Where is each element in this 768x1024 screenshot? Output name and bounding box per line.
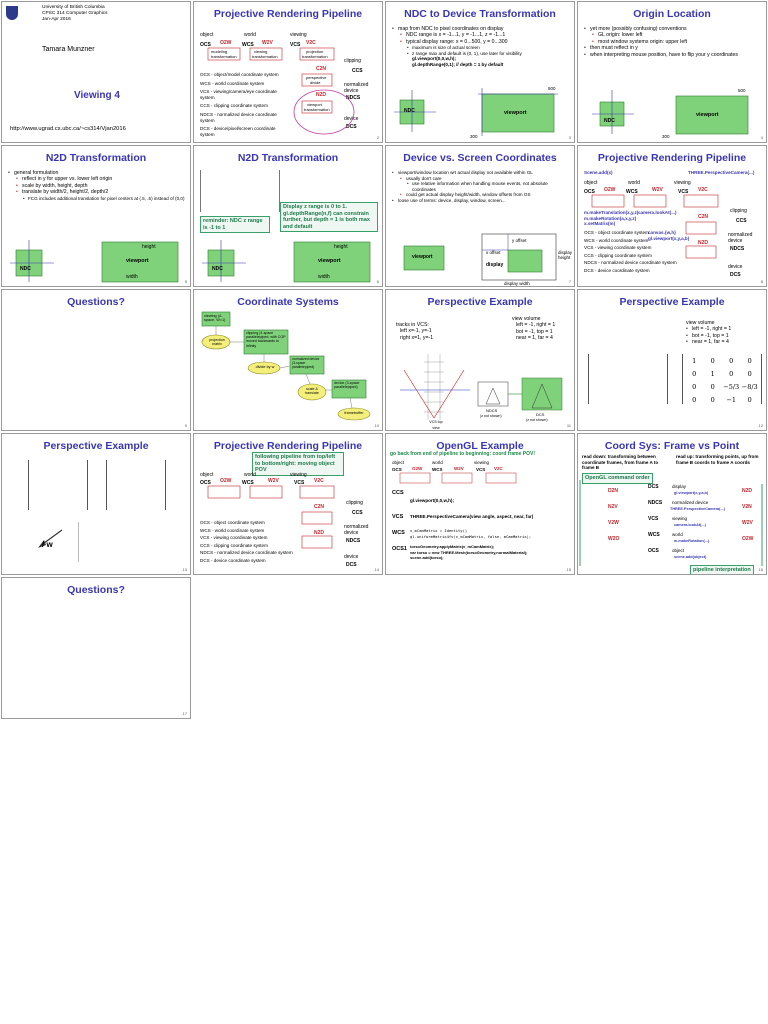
svg-text:viewing: viewing bbox=[290, 32, 307, 38]
page-number: 11 bbox=[566, 423, 571, 428]
slide-title: Perspective Example bbox=[619, 296, 725, 308]
pipeline-note: following pipeline from top/left to bottom/right: moving object POV bbox=[252, 452, 344, 476]
numeric-matrix bbox=[682, 354, 762, 404]
page-number: 13 bbox=[182, 567, 187, 572]
general-matrix bbox=[588, 354, 668, 404]
svg-text:object: object bbox=[200, 472, 214, 478]
row-sys: VCS bbox=[648, 516, 659, 522]
perspective-tracks-diagram bbox=[386, 290, 575, 431]
m00: 1 bbox=[692, 357, 697, 365]
svg-text:O2W: O2W bbox=[220, 40, 232, 46]
svg-text:NDCS: NDCS bbox=[346, 95, 361, 101]
deck-title: Viewing 4 bbox=[74, 90, 120, 101]
university-name: University of British Columbia bbox=[42, 5, 105, 10]
slide-12 bbox=[577, 289, 767, 431]
svg-text:CCS: CCS bbox=[352, 510, 363, 516]
legend-item: OCS - object coordinate system bbox=[584, 230, 649, 235]
legend-item: WCS - world coordinate system bbox=[200, 80, 265, 86]
svg-text:device: device bbox=[344, 88, 359, 94]
row-right: W2V bbox=[742, 520, 753, 526]
page-number: 9 bbox=[184, 423, 187, 428]
svg-text:clipping: clipping bbox=[344, 58, 361, 64]
row-code: camera.lookAt(...) bbox=[674, 523, 706, 527]
sub-bullet: • typical display range: x = 0...500, y = 0...300 bbox=[392, 39, 570, 45]
page-number: 7 bbox=[568, 279, 571, 284]
legend-item: CCS - clipping coordinate system bbox=[200, 542, 268, 548]
box-viewing: viewing (4-space, W=1) bbox=[204, 314, 226, 323]
sub-bullet: • scale by width, height, depth bbox=[8, 183, 186, 189]
x-offset-label: x offset bbox=[486, 250, 501, 255]
slide-5 bbox=[1, 145, 191, 287]
svg-text:W2V: W2V bbox=[268, 478, 279, 484]
ndc-label: NDC bbox=[20, 266, 31, 272]
slide-1 bbox=[1, 1, 191, 143]
svg-text:object: object bbox=[584, 180, 598, 186]
svg-text:C2N: C2N bbox=[698, 214, 709, 220]
svg-text:CCS: CCS bbox=[352, 68, 363, 74]
slide-8 bbox=[577, 145, 767, 287]
slide-title: N2D Transformation bbox=[237, 152, 339, 164]
m22: −5/3 bbox=[723, 383, 740, 391]
sub-bullet: • usually don't care bbox=[392, 176, 570, 182]
svg-text:WCS: WCS bbox=[242, 480, 254, 486]
box-normalized: normalized device (3-space parallelepiped) bbox=[292, 357, 320, 369]
ccs-label: CCS bbox=[392, 490, 404, 496]
slide-6 bbox=[193, 145, 383, 287]
ndc-label: NDC bbox=[604, 118, 615, 124]
svg-text:V2C: V2C bbox=[698, 187, 708, 193]
svg-text:O2W: O2W bbox=[220, 478, 232, 484]
slide-4 bbox=[577, 1, 767, 143]
svg-text:VCS: VCS bbox=[290, 42, 301, 48]
ocs1-label: OCS1 bbox=[392, 546, 407, 552]
wcs-label: WCS bbox=[392, 530, 405, 536]
viewport-label: viewport bbox=[126, 258, 149, 264]
slide-10 bbox=[193, 289, 383, 431]
oval-projection: projection matrix bbox=[209, 338, 225, 346]
m12: 0 bbox=[729, 370, 734, 378]
row-sys: DCS bbox=[648, 484, 659, 490]
svg-text:normalized: normalized bbox=[344, 524, 369, 530]
row-left: W2O bbox=[608, 536, 620, 542]
bullet: • loose use of terms: device, display, window, screen... bbox=[392, 198, 570, 204]
svg-text:DCS: DCS bbox=[346, 124, 357, 130]
row-code: THREE.PerspectiveCamera(...) bbox=[670, 507, 725, 511]
svg-text:CCS: CCS bbox=[736, 218, 747, 224]
axis-500: 500 bbox=[548, 86, 556, 91]
page-number: 17 bbox=[182, 711, 187, 716]
slide-title: Projective Rendering Pipeline bbox=[597, 152, 747, 164]
bullet: • viewport/window location wrt actual display not available within GL bbox=[392, 170, 570, 176]
svg-text:VCS: VCS bbox=[476, 467, 486, 472]
oval-scale: scale & translate bbox=[305, 387, 319, 395]
page-number: 15 bbox=[566, 567, 571, 572]
svg-text:DCS: DCS bbox=[730, 272, 741, 278]
row-sys: NDCS bbox=[648, 500, 663, 506]
viewport-label: viewport bbox=[318, 258, 341, 264]
svg-text:perspective: perspective bbox=[306, 75, 327, 80]
svg-text:N2D: N2D bbox=[698, 240, 709, 246]
svg-text:object: object bbox=[392, 460, 405, 465]
svg-text:device: device bbox=[728, 264, 743, 270]
page-number: 5 bbox=[184, 279, 187, 284]
code-line: var torso = new THREE.Mesh(torsoGeometry,normalMaterial); bbox=[410, 549, 528, 555]
code-line: v_mCamMatrix = Identity() bbox=[410, 528, 468, 533]
row-left: N2V bbox=[608, 504, 618, 510]
svg-text:OCS: OCS bbox=[584, 189, 595, 195]
svg-text:world: world bbox=[432, 460, 443, 465]
svg-text:device: device bbox=[344, 116, 359, 122]
m20: 0 bbox=[692, 383, 697, 391]
coord-row bbox=[578, 500, 767, 516]
m11: 1 bbox=[710, 370, 715, 378]
code-line: m.makeRotation(a,x,y,z) bbox=[584, 215, 637, 221]
svg-text:projection: projection bbox=[306, 49, 324, 54]
slide-11 bbox=[385, 289, 575, 431]
svg-text:O2W: O2W bbox=[604, 187, 616, 193]
tracks-right: right x=1, y=-1 bbox=[400, 334, 434, 341]
sub-bullet: • could get actual display height/width, window offsets from OS bbox=[392, 192, 570, 198]
slide-title: NDC to Device Transformation bbox=[404, 8, 556, 20]
svg-text:VCS: VCS bbox=[678, 189, 689, 195]
legend-item: DCS - device coordinate system bbox=[200, 557, 266, 563]
m33: 0 bbox=[747, 396, 752, 404]
svg-text:V2C: V2C bbox=[306, 40, 316, 46]
svg-text:V2C: V2C bbox=[314, 478, 324, 484]
m31: 0 bbox=[710, 396, 715, 404]
slide-title: OpenGL Example bbox=[436, 440, 524, 452]
opengl-order-label: OpenGL command order bbox=[582, 473, 653, 484]
svg-text:viewing: viewing bbox=[674, 180, 691, 186]
row-sys: OCS bbox=[648, 548, 659, 554]
svg-text:WCS: WCS bbox=[242, 42, 254, 48]
slide-13 bbox=[1, 433, 191, 575]
svg-text:viewing: viewing bbox=[290, 472, 307, 478]
page-number: 14 bbox=[374, 567, 379, 572]
svg-text:N2D: N2D bbox=[316, 92, 327, 98]
m02: 0 bbox=[729, 357, 734, 365]
sub-bullet: • NDC range is x = -1...1, y = -1...1, z = -1...1 bbox=[392, 32, 570, 38]
slide-7 bbox=[385, 145, 575, 287]
display-width-label: display width bbox=[504, 281, 530, 286]
svg-text:viewing: viewing bbox=[474, 460, 490, 465]
bullet: • then must reflect in y bbox=[584, 45, 762, 51]
slide-14 bbox=[193, 433, 383, 575]
z-not-shown-1: (z not shown) bbox=[480, 414, 502, 418]
sub-bullet: • most window systems origin: upper left bbox=[584, 39, 762, 45]
read-down-text: read down: transforming between coordinate frames, from frame A to frame B bbox=[582, 454, 659, 471]
row-right: N2D bbox=[742, 488, 753, 494]
ubc-logo bbox=[6, 6, 18, 20]
sub-bullet: • reflect in y for upper vs. lower left origin bbox=[8, 176, 186, 182]
slide-15 bbox=[385, 433, 575, 575]
svg-text:WCS: WCS bbox=[626, 189, 638, 195]
slide-title: Questions? bbox=[67, 296, 125, 308]
y-offset-label: y offset bbox=[512, 238, 527, 243]
legend-item: NDCS - normalized device coordinate system bbox=[200, 550, 293, 556]
vcs-top-view: VCS top view bbox=[429, 420, 443, 430]
svg-text:V2C: V2C bbox=[494, 466, 503, 471]
box-clipping: clipping (4-space parallelepiped, with COP moved backwards to infinity bbox=[246, 331, 286, 348]
svg-text:WCS: WCS bbox=[432, 467, 443, 472]
legend-item: WCS - world coordinate system bbox=[584, 237, 649, 243]
svg-text:NDCS: NDCS bbox=[730, 246, 745, 252]
svg-text:normalized: normalized bbox=[344, 82, 369, 88]
sub-bullet: • FCG includes additional translation for pixel centers at (.5, .5) instead of (0,0) bbox=[8, 196, 186, 202]
coord-row bbox=[578, 532, 767, 548]
term: Jan-Apr 2016 bbox=[42, 16, 71, 22]
bullet: • when interpreting mouse position, have to flip your y coordinates bbox=[584, 52, 762, 58]
code-line: scene.add(torso); bbox=[410, 555, 444, 561]
sub-bullet: • GL origin: lower left bbox=[584, 32, 762, 38]
slide-9 bbox=[1, 289, 191, 431]
sub-bullet: • z range max and default is (0, 1), use later for visibility bbox=[392, 51, 570, 57]
box-device: device (3-space parallelepiped) bbox=[334, 381, 360, 390]
tracks-label: tracks in VCS: bbox=[396, 322, 429, 328]
code-line: gl.viewport(0,0,w,h); bbox=[412, 56, 456, 62]
display-label: display bbox=[486, 262, 504, 268]
svg-text:W2V: W2V bbox=[262, 40, 273, 46]
slide-title: Questions? bbox=[67, 584, 125, 596]
row-right: V2N bbox=[742, 504, 752, 510]
sub-bullet: • maximum is size of actual screen bbox=[392, 45, 570, 51]
page-number: 8 bbox=[760, 279, 763, 284]
sub-bullet: • use relative information when handling mouse events, not absolute coordinates bbox=[392, 181, 570, 192]
svg-text:viewport: viewport bbox=[307, 102, 322, 107]
view-volume-title: view volume bbox=[512, 316, 541, 322]
viewport-label: viewport bbox=[504, 110, 527, 116]
slide-title: N2D Transformation bbox=[45, 152, 147, 164]
page-number: 2 bbox=[376, 135, 379, 140]
code-lookat: camera.lookAt(...) bbox=[638, 210, 677, 215]
display-height-label: display height bbox=[558, 250, 573, 260]
row-sys: WCS bbox=[648, 532, 660, 538]
m01: 0 bbox=[710, 357, 715, 365]
svg-text:N2D: N2D bbox=[314, 530, 325, 536]
legend-item: WCS - world coordinate system bbox=[200, 527, 265, 533]
ndc-label: NDC bbox=[404, 108, 415, 114]
row-left: V2W bbox=[608, 520, 619, 526]
coord-row bbox=[578, 548, 767, 564]
page-number: 3 bbox=[568, 135, 571, 140]
code-camera: THREE.PerspectiveCamera(view angle, aspect, near, far) bbox=[410, 514, 534, 519]
course-name: CPSC 314 Computer Graphics bbox=[42, 10, 108, 16]
legend-item: OCS - object/model coordinate system bbox=[200, 72, 279, 77]
m30: 0 bbox=[692, 396, 697, 404]
svg-text:DCS: DCS bbox=[346, 562, 357, 568]
m32: −1 bbox=[726, 396, 737, 404]
viewport-label: viewport bbox=[696, 112, 719, 118]
svg-text:C2N: C2N bbox=[314, 504, 325, 510]
svg-text:OCS: OCS bbox=[392, 467, 402, 472]
axis-300: 300 bbox=[662, 134, 670, 139]
reminder-note: reminder: NDC z range is -1 to 1 bbox=[200, 216, 270, 233]
oval-divide: divide by w bbox=[255, 365, 275, 369]
svg-text:transformation: transformation bbox=[304, 107, 330, 112]
svg-text:O2W: O2W bbox=[412, 466, 423, 471]
m23: −8/3 bbox=[741, 383, 758, 391]
slide-16 bbox=[577, 433, 767, 575]
code-line: torsoGeometry.applyMatrix(v_mCamMatrix); bbox=[410, 544, 495, 549]
divide-by-w-label: / w bbox=[42, 540, 53, 549]
svg-text:normalized: normalized bbox=[728, 232, 753, 238]
slide-title: Projective Rendering Pipeline bbox=[213, 8, 363, 20]
row-right: O2W bbox=[742, 536, 754, 542]
svg-text:transformation: transformation bbox=[302, 54, 328, 59]
svg-text:divide: divide bbox=[310, 80, 321, 85]
view-volume-nf: near = 1, far = 4 bbox=[516, 335, 553, 342]
row-name: world bbox=[672, 532, 683, 537]
code-line: m.makeTranslation(x,y,z) bbox=[584, 210, 639, 215]
m21: 0 bbox=[710, 383, 715, 391]
code-viewport: gl.viewport(0,0,w,h); bbox=[410, 498, 454, 503]
page-number: 6 bbox=[376, 279, 379, 284]
slide-title: Coord Sys: Frame vs Point bbox=[604, 440, 740, 452]
viewport-label: viewport bbox=[412, 254, 433, 260]
svg-text:NDCS: NDCS bbox=[346, 538, 361, 544]
width-label: width bbox=[126, 274, 138, 280]
row-name: viewing bbox=[672, 516, 688, 521]
tracks-left: left x=-1, y=-1 bbox=[400, 328, 432, 335]
view-volume-title: view volume bbox=[686, 320, 715, 326]
pipeline-interp-label: pipeline interpretation bbox=[690, 565, 754, 575]
slide-title: Device vs. Screen Coordinates bbox=[403, 152, 557, 164]
row-left: D2N bbox=[608, 488, 619, 494]
legend-item: NDCS - normalized device coordinate system bbox=[584, 260, 677, 266]
code-line: gl.depthRange(0,1); // depth = 1 by default bbox=[412, 62, 504, 67]
axis-500: 500 bbox=[738, 88, 746, 93]
ndc-viewport-diagram bbox=[386, 2, 575, 143]
course-url[interactable]: http://www.ugrad.cs.ubc.ca/~cs314/Vjan2016 bbox=[10, 126, 126, 132]
svg-text:world: world bbox=[244, 472, 256, 478]
slide-title: Coordinate Systems bbox=[237, 296, 339, 308]
slide-title: Origin Location bbox=[633, 8, 711, 20]
legend-item: CCS - clipping coordinate system bbox=[584, 252, 652, 258]
legend-item: DCS - device coordinate system bbox=[584, 267, 650, 273]
width-label: width bbox=[318, 274, 330, 280]
legend-item: VCS - viewing/camera/eye coordinate system bbox=[200, 89, 277, 100]
legend-item: DCS - device/pixel/screen coordinate system bbox=[200, 126, 276, 137]
row-name: normalized device bbox=[672, 500, 709, 505]
legend-item: NDCS - normalized device coordinate system bbox=[200, 111, 277, 123]
svg-text:C2N: C2N bbox=[316, 66, 327, 72]
row-code: gl.viewport(x,y,a,b) bbox=[674, 491, 709, 495]
code-camera: THREE.PerspectiveCamera(...) bbox=[688, 170, 755, 175]
coord-systems-diagram bbox=[194, 290, 383, 431]
ndcs-label: NDCS bbox=[486, 408, 498, 413]
slide-2 bbox=[193, 1, 383, 143]
view-volume-nf: • near = 1, far = 4 bbox=[686, 339, 731, 345]
svg-text:transformation: transformation bbox=[252, 54, 278, 59]
height-label: height bbox=[334, 244, 348, 250]
svg-text:device: device bbox=[344, 530, 359, 536]
svg-text:object: object bbox=[200, 32, 214, 38]
coord-row bbox=[578, 484, 767, 500]
svg-text:W2V: W2V bbox=[454, 466, 464, 471]
ndc-label: NDC bbox=[212, 266, 223, 272]
page-number: 12 bbox=[758, 423, 763, 428]
code-scene-add: Scene.add(x) bbox=[584, 170, 613, 175]
axis-300: 300 bbox=[470, 134, 478, 139]
page-number: 16 bbox=[758, 567, 763, 572]
code-line: gl.viewport(x,y,a,b) bbox=[648, 235, 690, 241]
z-not-shown-2: (z not shown) bbox=[526, 418, 548, 422]
bullet: • map from NDC to pixel coordinates on display bbox=[392, 26, 570, 32]
row-code: m.makeRotation(...) bbox=[674, 539, 710, 543]
svg-text:clipping: clipping bbox=[346, 500, 363, 506]
depth-note: Display z range is 0 to 1. gl.depthRange(n,f) can constrain further, but depth = 1 is both max and default bbox=[280, 202, 378, 232]
m10: 0 bbox=[692, 370, 697, 378]
coord-row bbox=[578, 516, 767, 532]
svg-text:device: device bbox=[728, 238, 743, 244]
legend-item: VCS - viewing coordinate system bbox=[200, 535, 268, 541]
code-line: x.setMatrix(m) bbox=[584, 221, 616, 227]
svg-text:viewing: viewing bbox=[254, 49, 268, 54]
row-name: display bbox=[672, 484, 687, 489]
m13: 0 bbox=[747, 370, 752, 378]
view-volume-lr: left = -1, right = 1 bbox=[516, 322, 556, 329]
device-screen-diagram bbox=[386, 146, 575, 287]
svg-text:device: device bbox=[344, 554, 359, 560]
slide-3 bbox=[385, 1, 575, 143]
sub-bullet: • translate by width/2, height/2, depth/2 bbox=[8, 189, 186, 195]
slide-title: Perspective Example bbox=[427, 296, 533, 308]
read-up-text: read up: transforming points, up from frame B coords to frame A coords bbox=[676, 454, 759, 465]
page-number: 10 bbox=[374, 423, 379, 428]
svg-text:OCS: OCS bbox=[200, 42, 211, 48]
page-number: 4 bbox=[760, 135, 763, 140]
slide-subtitle: go back from end of pipeline to beginning: coord frame POV! bbox=[390, 451, 536, 457]
bullet: • yet more (possibly confusing) conventions bbox=[584, 26, 762, 32]
svg-text:modeling: modeling bbox=[211, 49, 228, 54]
row-name: object bbox=[672, 548, 685, 553]
vcs-label: VCS bbox=[392, 514, 404, 520]
code-line: canvas.{w,h} bbox=[648, 230, 676, 235]
bullet: • general formulation bbox=[8, 170, 186, 176]
row-code: scene.add(object) bbox=[674, 555, 707, 559]
code-line: gl.uniformMatrix4fv(v_mCamMatrix, false, mCamMatrix); bbox=[410, 533, 532, 539]
svg-text:W2V: W2V bbox=[652, 187, 663, 193]
legend-item: CCS - clipping coordinate system bbox=[200, 103, 268, 109]
view-volume-bt: bot = -1, top = 1 bbox=[516, 328, 553, 335]
svg-text:VCS: VCS bbox=[294, 480, 305, 486]
slide-title: Projective Rendering Pipeline bbox=[213, 440, 363, 452]
svg-text:world: world bbox=[628, 180, 640, 186]
svg-text:clipping: clipping bbox=[730, 208, 747, 214]
svg-text:transformation: transformation bbox=[211, 54, 237, 59]
slide-title: Perspective Example bbox=[43, 440, 149, 452]
dcs-label: DCS bbox=[536, 412, 545, 417]
slide-17 bbox=[1, 577, 191, 719]
legend-item: OCS - object coordinate system bbox=[200, 520, 265, 525]
equations bbox=[78, 522, 158, 562]
svg-text:world: world bbox=[244, 32, 256, 38]
oval-framebuffer: framebuffer bbox=[344, 411, 364, 415]
view-volume-bt: • bot = -1, top = 1 bbox=[686, 333, 731, 339]
author: Tamara Munzner bbox=[42, 46, 95, 53]
m03: 0 bbox=[747, 357, 752, 365]
view-volume-lr: • left = -1, right = 1 bbox=[686, 326, 731, 332]
height-label: height bbox=[142, 244, 156, 250]
legend-item: VCS - viewing coordinate system bbox=[584, 245, 652, 251]
svg-text:OCS: OCS bbox=[200, 480, 211, 486]
